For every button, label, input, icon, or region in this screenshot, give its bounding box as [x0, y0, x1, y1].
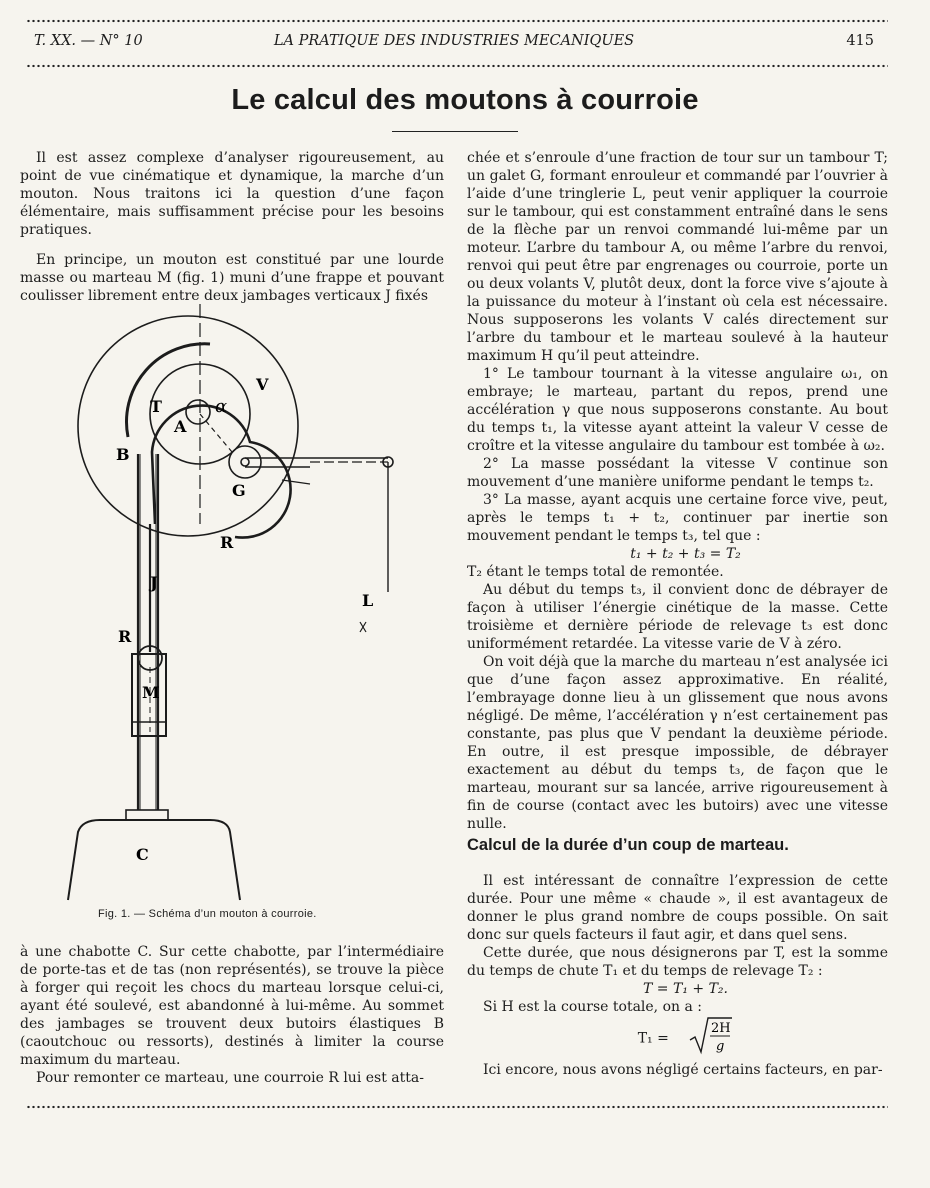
paragraph: On voit déjà que la marche du marteau n’est analysée ici que d’une façon assez approximative. En réalité, l’embrayage donne lieu à un glissement que nous avons négligé. De même, l’accélération γ n’est certainement pas constante, pas plus que V pendant la deuxième période. En outre, il est presque impossible, de débrayer exactement au début du temps t₃, de façon que le marteau, mourant sur sa lancée, arrive rigoureusement à fin de course (contact avec les butoirs) avec une vitesse nulle. — [467, 654, 888, 832]
top-dotted-rule — [26, 19, 888, 23]
article-title: Le calcul des moutons à courroie — [231, 84, 699, 116]
paragraph: 1° Le tambour tournant à la vitesse angulaire ω₁, on embraye; le marteau, partant du repos, prend une accélération γ que nous supposerons constante. Au bout du temps t₁, la vitesse ayant atteint la valeur V cesse de croître et la vitesse angulaire du tambour est tombée à ω₂. — [467, 366, 888, 454]
sqrt-sign — [689, 1016, 733, 1056]
paragraph: 2° La masse possédant la vitesse V continue son mouvement d’une manière uniforme pendant le temps t₂. — [467, 456, 888, 490]
formula-sqrt — [467, 1016, 888, 1061]
left-column-bottom — [20, 943, 444, 1087]
sqrt-block — [673, 1016, 733, 1061]
label-l: L — [362, 591, 374, 610]
right-column-top — [467, 149, 888, 833]
roller-circle — [229, 446, 261, 478]
paragraph: En principe, un mouton est constitué par une lourde masse ou marteau M (fig. 1) muni d’une frappe et pouvant coulisser librement entre deux jambages verticaux J fixés — [20, 252, 444, 304]
label-b: B — [116, 445, 130, 464]
rotation-arrow — [127, 344, 210, 437]
label-r-belt: R — [220, 533, 234, 552]
right-column-bottom — [467, 872, 888, 1079]
running-header — [34, 33, 874, 55]
bottom-dotted-rule — [26, 1105, 888, 1109]
paragraph: Ici encore, nous avons négligé certains facteurs, en par- — [483, 1062, 883, 1078]
header-journal: LA PRATIQUE DES INDUSTRIES MECANIQUES — [273, 33, 635, 49]
figure-1-mouton-schema — [60, 292, 460, 906]
sqrt-denominator: g — [716, 1039, 725, 1054]
paragraph: Si H est la course totale, on a : — [483, 999, 702, 1015]
figure-caption: Fig. 1. — Schéma d’un mouton à courroie. — [98, 908, 317, 920]
sqrt-numerator: 2H — [711, 1021, 731, 1036]
label-alpha: α — [215, 396, 228, 417]
paragraph: 3° La masse, ayant acquis une certaine force vive, peut, après le temps t₁ + t₂, continuer par inertie son mouvement pendant le temps t₃, tel que : — [467, 492, 888, 544]
header-dotted-rule — [26, 64, 888, 68]
label-t: T — [150, 397, 162, 416]
header-volume: T. XX. — N° 10 — [34, 33, 143, 49]
title-underline — [392, 131, 518, 132]
label-m: M — [142, 683, 160, 702]
label-c: C — [136, 845, 149, 864]
label-v: V — [256, 375, 269, 394]
formula: T = T₁ + T₂. — [643, 981, 728, 997]
label-a: A — [174, 417, 187, 436]
label-r-hammer: R — [118, 627, 132, 646]
paragraph: Il est intéressant de connaître l’expression de cette durée. Pour une même « chaude », il est avantageux de donner le plus grand nombre de coups possible. On sait donc sur quels facteurs il faut agir, et dans quel sens. — [467, 873, 888, 943]
paragraph: Pour remonter ce marteau, une courroie R lui est atta- — [36, 1070, 424, 1086]
label-j: J — [150, 573, 158, 592]
formula: t₁ + t₂ + t₃ = T₂ — [630, 546, 741, 562]
left-column-top — [20, 149, 444, 305]
label-g: G — [232, 481, 246, 500]
section-heading: Calcul de la durée d’un coup de marteau. — [467, 836, 789, 854]
paragraph: Au début du temps t₃, il convient donc de débrayer de façon à utiliser l’énergie cinétique de la masse. Cette troisième et dernière période de relevage t₃ est donc uniformément retardée. La vitesse varie de V à zéro. — [467, 582, 888, 652]
header-page-number: 415 — [846, 33, 874, 49]
shaft-circle — [186, 400, 210, 424]
flywheel-circle — [78, 316, 298, 536]
paragraph: Cette durée, que nous désignerons par T, est la somme du temps de chute T₁ et du temps de relevage T₂ : — [467, 945, 888, 979]
belt-r — [152, 406, 291, 538]
mouton-diagram — [60, 292, 460, 906]
paragraph: Il est assez complexe d’analyser rigoureusement, au point de vue cinématique et dynamique, la marche d’un mouton. Nous traitons ici la question d’une façon élémentaire, mais suffisamment précise pour les besoins pratiques. — [20, 150, 444, 238]
paragraph: T₂ étant le temps total de remontée. — [467, 564, 724, 580]
paragraph: chée et s’enroule d’une fraction de tour sur un tambour T; un galet G, formant enrouleur et commandé par l’ouvrier à l’aide d’une tringlerie L, peut venir appliquer la courroie sur le tambour, qui est constamment entraîné dans le sens de la flèche par un renvoi commandé lui-même par un moteur. L’arbre du tambour A, ou même l’arbre du renvoi, renvoi qui peut être par engrenages ou courroie, porte un ou deux volants V, plutôt deux, dont la force vive s’ajoute à la puissance du moteur à l’instant où cela est nécessaire. Nous supposerons les volants V calés directement sur l’arbre du tambour et le marteau soulevé à la hauteur maximum H qu’il peut atteindre. — [467, 150, 888, 364]
paragraph: à une chabotte C. Sur cette chabotte, par l’intermédiaire de porte-tas et de tas (non représentés), se trouve la pièce à forger qui reçoit les chocs du marteau lorsque celui-ci, ayant été soulevé, est abandonné à lui-même. Au sommet des jambages se trouvent deux butoirs élastiques B (caoutchouc ou ressorts), destinés à limiter la course maximum du marteau. — [20, 944, 444, 1068]
formula-lhs: T₁ = — [637, 1030, 669, 1047]
